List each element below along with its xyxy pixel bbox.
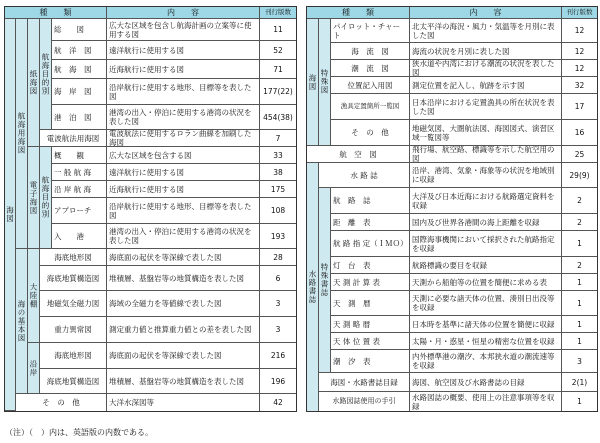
row-name: 入 港 xyxy=(52,224,107,249)
header-content: 内 容 xyxy=(107,7,260,19)
row-name: 海図・水路書誌目録 xyxy=(319,373,410,392)
row-count: 11 xyxy=(260,19,296,41)
row-content: 北太平洋の海況・風力・気温等を月別に表した図 xyxy=(410,19,562,43)
row-name: 灯 台 表 xyxy=(331,257,410,274)
row-count: 12 xyxy=(562,43,597,60)
row-content: 遠洋航行に使用する図 xyxy=(107,41,260,60)
row-content: 遠洋航行に使用する図 xyxy=(107,164,260,181)
row-count: 42 xyxy=(273,398,283,407)
row-count: 216 xyxy=(260,343,296,369)
row-content: 近海航行に使用する図 xyxy=(107,181,260,198)
row-name: 一 般 航 海 xyxy=(52,164,107,181)
group-engan: 沿岸 xyxy=(28,343,40,394)
row-content: 電波航法に使用するロラン曲線を加刷した海図 xyxy=(107,130,260,147)
row-name: 海底地質構造図 xyxy=(40,369,107,394)
row-content: 海流の状況を月別に表した図 xyxy=(410,43,562,60)
row-name: パイロット・チャート xyxy=(331,19,410,43)
row-name: 港 泊 図 xyxy=(52,105,107,130)
row-content: 堆積層、基盤岩等の地質構造を表した図 xyxy=(107,369,260,394)
row-content: 海底面の起伏を等深線で表した図 xyxy=(107,343,260,369)
row-content: 太陽・月・惑星・恒星の精密な位置を収録 xyxy=(410,333,562,350)
row-count: 1 xyxy=(562,231,597,257)
row-name: 地磁気全磁力図 xyxy=(40,291,107,317)
row-name: 重力異常図 xyxy=(40,317,107,343)
row-name: そ の 他 xyxy=(331,120,410,146)
group-suiro-shoshi: 水路書誌 xyxy=(307,163,319,411)
row-name: 航 海 図 xyxy=(52,60,107,79)
group-kokai-yo-kaizu: 航海用海図 xyxy=(16,19,28,249)
row-name: アプローチ xyxy=(52,198,107,224)
row-name: 海底地質構造図 xyxy=(40,266,107,291)
row-name: 潮 汐 表 xyxy=(331,350,410,373)
row-count: 3 xyxy=(562,350,597,373)
row-name: 海 岸 図 xyxy=(52,79,107,105)
row-name: 沿 岸 航 海 xyxy=(52,181,107,198)
row-count: 1 xyxy=(577,397,582,406)
row-content: 大洋水深図等 xyxy=(107,394,260,411)
group-tokushu-zu: 特殊図 xyxy=(319,19,331,146)
row-count: 3 xyxy=(260,317,296,343)
row-content: 天測から船舶等の位置を簡便に求める表 xyxy=(410,274,562,291)
row-content: 港湾の出入・停泊に使用する港湾の状況を表した図 xyxy=(107,105,260,130)
row-count: 193 xyxy=(260,224,296,249)
row-name: 海 流 図 xyxy=(331,43,410,60)
row-count: 32 xyxy=(562,77,597,94)
row-name: 航 路 指 定（ＩＭＯ） xyxy=(331,231,410,257)
row-name: 天 測 暦 xyxy=(331,291,410,316)
group-umi-kihonzu: 海の基本図 xyxy=(16,249,28,394)
row-content: 日本時を基準に諸天体の位置を簡便に収録 xyxy=(410,316,562,333)
row-count: 29(9) xyxy=(562,163,597,188)
row-content: 沿岸、港湾、気象・海象等の状況を地域別に収録 xyxy=(410,163,562,188)
row-content: 狭水道や内湾における潮流の状況を表した図 xyxy=(410,60,562,77)
row-count: 33 xyxy=(260,147,296,164)
row-content: 堆積層、基盤岩等の地質構造を表した図 xyxy=(107,266,260,291)
footnote: （注）（ ）内は、英語版の内数である。 xyxy=(5,428,153,437)
row-name: 潮 流 図 xyxy=(331,60,410,77)
row-name: 天 体 位 置 表 xyxy=(331,333,410,350)
row-content: 海底面の起伏を等深線で表した図 xyxy=(107,249,260,266)
row-count: 1 xyxy=(562,274,597,291)
row-content: 地磁気図、大圏航法図、海図図式、演習区域一覧図等 xyxy=(410,120,562,146)
row-count: 177(22) xyxy=(260,79,296,105)
row-count: 17 xyxy=(562,94,597,120)
header-count: 刊行版数 xyxy=(562,7,597,19)
header-content: 内 容 xyxy=(410,7,562,19)
row-count: 38 xyxy=(260,164,296,181)
group-shiki-kaizu: 紙海図 xyxy=(28,19,40,147)
header-kind: 種 類 xyxy=(307,7,410,19)
row-count: 71 xyxy=(260,60,296,79)
row-content: 水路図誌の概要、使用上の注意事項等を収録 xyxy=(410,392,562,411)
row-content: 海域の全磁力を等値線で表した図 xyxy=(107,291,260,317)
row-content: 内外標準港の潮汐、本邦狭水道の潮流速等を収録 xyxy=(410,350,562,373)
row-name: 距 離 表 xyxy=(331,214,410,231)
row-content: 広大な区域を包含する図 xyxy=(107,147,260,164)
row-content: 日本沿岸における定置漁具の所在状況を表した図 xyxy=(410,94,562,120)
row-name: 天 測 計 算 表 xyxy=(331,274,410,291)
row-count: 2 xyxy=(562,188,597,214)
row-count: 12 xyxy=(562,19,597,43)
row-name: 天 測 略 暦 xyxy=(331,316,410,333)
row-count: 196 xyxy=(260,369,296,394)
row-content: 飛行場、航空路、標識等を示した航空用の図 xyxy=(410,146,562,163)
row-name: 総 図 xyxy=(52,19,107,41)
left-table xyxy=(4,6,297,412)
row-count: 6 xyxy=(260,266,296,291)
row-count: 1 xyxy=(562,316,597,333)
group-shoshi-tokushu: 特殊書誌 xyxy=(319,188,331,373)
header-count: 刊行版数 xyxy=(260,7,296,19)
group-kaizu: 海図 xyxy=(5,19,16,411)
row-content: 測定位置を記入し、航跡を示す図 xyxy=(410,77,562,94)
row-count: 52 xyxy=(260,41,296,60)
row-count: 1 xyxy=(562,291,597,316)
row-name: 海底地形図 xyxy=(40,343,107,369)
row-content: 沿岸航行に使用する地形、目標等を表した図 xyxy=(107,198,260,224)
row-content: 広大な区域を包含し航海計画の立案等に使用する図 xyxy=(107,19,260,41)
group-kaizu: 海図 xyxy=(307,19,319,146)
row-name: 電波航法用海図 xyxy=(40,130,107,147)
row-content: 大洋及び日本近海における航路選定資料を収録 xyxy=(410,188,562,214)
row-count: 454(38) xyxy=(260,105,296,130)
group-tairikudana: 大陸棚 xyxy=(28,249,40,343)
row-count: 16 xyxy=(562,120,597,146)
row-content: 沿岸航行に使用する地形、目標等を表した図 xyxy=(107,79,260,105)
group-denshi-kaizu: 電子海図 xyxy=(28,147,40,249)
row-content: 港湾の出入・停泊に使用する港湾の状況を表した図 xyxy=(107,224,260,249)
row-count: 7 xyxy=(260,130,296,147)
row-content: 国際海事機関において採択された航路指定を収録 xyxy=(410,231,562,257)
row-content: 海図、航空図及び水路書誌の目録 xyxy=(410,373,562,392)
row-name: 漁具定置箇所一覧図 xyxy=(331,94,410,120)
header-kind: 種 類 xyxy=(5,7,107,19)
row-count: 2 xyxy=(562,214,597,231)
row-name: 航 空 図 xyxy=(307,146,410,163)
row-name: 航 路 誌 xyxy=(331,188,410,214)
row-count: 12 xyxy=(562,60,597,77)
row-count: 1 xyxy=(562,333,597,350)
row-name: 概 観 xyxy=(52,147,107,164)
row-count: 2(1) xyxy=(562,373,597,392)
row-count: 25 xyxy=(562,146,597,163)
row-content: 近海航行に使用する図 xyxy=(107,60,260,79)
row-content: 航路標識の要目を収録 xyxy=(410,257,562,274)
group-denshi-mokuteki: 航海目的別 xyxy=(40,147,52,249)
row-count: 2 xyxy=(562,257,597,274)
row-name: 水 路 誌 xyxy=(319,163,410,188)
row-count: 3 xyxy=(260,291,296,317)
row-name: 航 洋 図 xyxy=(52,41,107,60)
row-count: 175 xyxy=(260,181,296,198)
row-name: 水路図誌使用の手引 xyxy=(319,392,410,411)
row-content: 天測に必要な諸天体の位置、湊別日出没等を収録 xyxy=(410,291,562,316)
row-count: 28 xyxy=(260,249,296,266)
row-name: 位置記入用図 xyxy=(331,77,410,94)
row-content: 測定重力値と推算重力値との差を表した図 xyxy=(107,317,260,343)
row-content: 国内及び世界各港間の海上距離を収録 xyxy=(410,214,562,231)
row-name: 海底地形図 xyxy=(40,249,107,266)
group-kokai-mokuteki: 航海目的別 xyxy=(40,19,52,130)
right-table xyxy=(306,6,598,412)
row-count: 108 xyxy=(260,198,296,224)
row-name: そ の 他 xyxy=(16,394,107,411)
